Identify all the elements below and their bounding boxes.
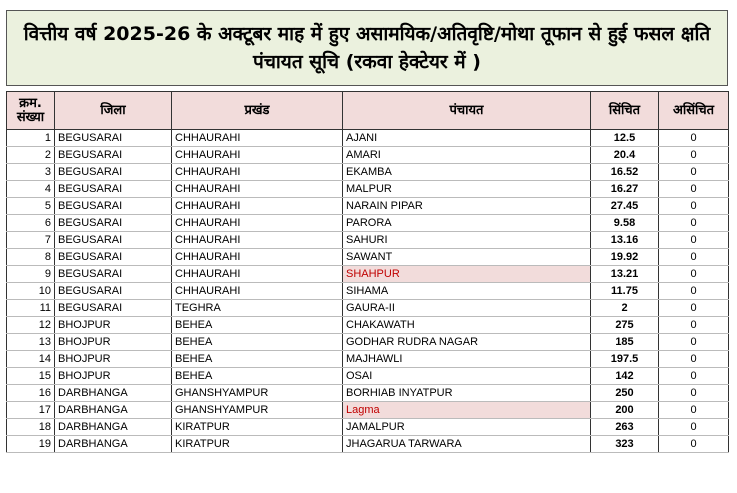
panchayat-cell: GAURA-II (343, 300, 591, 317)
district-cell: BEGUSARAI (55, 232, 172, 249)
irrigated-cell: 16.52 (591, 164, 659, 181)
block-cell: GHANSHYAMPUR (172, 385, 343, 402)
block-cell: CHHAURAHI (172, 283, 343, 300)
district-cell: BEGUSARAI (55, 147, 172, 164)
table-row (7, 232, 729, 249)
block-cell: CHHAURAHI (172, 164, 343, 181)
district-cell: BEGUSARAI (55, 215, 172, 232)
block-cell: CHHAURAHI (172, 232, 343, 249)
table-row (7, 283, 729, 300)
unirrigated-cell: 0 (659, 249, 729, 266)
table-body (7, 130, 729, 453)
table-row (7, 334, 729, 351)
serial-cell: 3 (7, 164, 55, 181)
header-district: जिला (55, 92, 172, 130)
irrigated-cell: 263 (591, 419, 659, 436)
district-cell: DARBHANGA (55, 385, 172, 402)
block-cell: BEHEA (172, 334, 343, 351)
panchayat-cell: SAHURI (343, 232, 591, 249)
serial-cell: 15 (7, 368, 55, 385)
irrigated-cell: 142 (591, 368, 659, 385)
serial-cell: 13 (7, 334, 55, 351)
irrigated-cell: 19.92 (591, 249, 659, 266)
block-cell: BEHEA (172, 317, 343, 334)
serial-cell: 18 (7, 419, 55, 436)
serial-cell: 9 (7, 266, 55, 283)
block-cell: CHHAURAHI (172, 198, 343, 215)
panchayat-cell: AJANI (343, 130, 591, 147)
irrigated-cell: 200 (591, 402, 659, 419)
panchayat-cell: BORHIAB INYATPUR (343, 385, 591, 402)
block-cell: CHHAURAHI (172, 147, 343, 164)
block-cell: GHANSHYAMPUR (172, 402, 343, 419)
irrigated-cell: 20.4 (591, 147, 659, 164)
table-row (7, 402, 729, 419)
district-cell: BHOJPUR (55, 368, 172, 385)
panchayat-cell: PARORA (343, 215, 591, 232)
panchayat-cell: JAMALPUR (343, 419, 591, 436)
irrigated-cell: 13.16 (591, 232, 659, 249)
unirrigated-cell: 0 (659, 419, 729, 436)
unirrigated-cell: 0 (659, 164, 729, 181)
serial-cell: 16 (7, 385, 55, 402)
unirrigated-cell: 0 (659, 266, 729, 283)
panchayat-cell: OSAI (343, 368, 591, 385)
irrigated-cell: 11.75 (591, 283, 659, 300)
document-title: वित्तीय वर्ष 2025-26 के अक्टूबर माह में हुए असामयिक/अतिवृष्टि/मोथा तूफान से हुई फसल क्षति पंचायत सूचि (रकवा हेक्टेयर में ) (6, 10, 728, 86)
serial-cell: 8 (7, 249, 55, 266)
serial-cell: 14 (7, 351, 55, 368)
table-row (7, 198, 729, 215)
district-cell: BEGUSARAI (55, 130, 172, 147)
panchayat-cell: JHAGARUA TARWARA (343, 436, 591, 453)
district-cell: BEGUSARAI (55, 249, 172, 266)
serial-cell: 4 (7, 181, 55, 198)
table-row (7, 181, 729, 198)
unirrigated-cell: 0 (659, 283, 729, 300)
table-row (7, 368, 729, 385)
serial-cell: 19 (7, 436, 55, 453)
unirrigated-cell: 0 (659, 402, 729, 419)
panchayat-cell: NARAIN PIPAR (343, 198, 591, 215)
unirrigated-cell: 0 (659, 215, 729, 232)
serial-cell: 10 (7, 283, 55, 300)
block-cell: KIRATPUR (172, 436, 343, 453)
table-row (7, 351, 729, 368)
panchayat-cell: GODHAR RUDRA NAGAR (343, 334, 591, 351)
table-row (7, 317, 729, 334)
serial-cell: 17 (7, 402, 55, 419)
table-row (7, 436, 729, 453)
unirrigated-cell: 0 (659, 385, 729, 402)
table-row (7, 300, 729, 317)
unirrigated-cell: 0 (659, 436, 729, 453)
block-cell: TEGHRA (172, 300, 343, 317)
district-cell: DARBHANGA (55, 419, 172, 436)
panchayat-cell: EKAMBA (343, 164, 591, 181)
district-cell: BEGUSARAI (55, 283, 172, 300)
panchayat-cell: SHAHPUR (343, 266, 591, 283)
serial-cell: 5 (7, 198, 55, 215)
unirrigated-cell: 0 (659, 198, 729, 215)
panchayat-cell: MAJHAWLI (343, 351, 591, 368)
district-cell: BEGUSARAI (55, 266, 172, 283)
district-cell: BHOJPUR (55, 351, 172, 368)
unirrigated-cell: 0 (659, 334, 729, 351)
block-cell: CHHAURAHI (172, 266, 343, 283)
irrigated-cell: 197.5 (591, 351, 659, 368)
district-cell: BEGUSARAI (55, 164, 172, 181)
district-cell: BEGUSARAI (55, 181, 172, 198)
unirrigated-cell: 0 (659, 130, 729, 147)
irrigated-cell: 12.5 (591, 130, 659, 147)
table-row (7, 147, 729, 164)
block-cell: KIRATPUR (172, 419, 343, 436)
district-cell: BEGUSARAI (55, 300, 172, 317)
table-row (7, 419, 729, 436)
district-cell: BHOJPUR (55, 334, 172, 351)
unirrigated-cell: 0 (659, 147, 729, 164)
unirrigated-cell: 0 (659, 181, 729, 198)
district-cell: DARBHANGA (55, 402, 172, 419)
serial-cell: 2 (7, 147, 55, 164)
unirrigated-cell: 0 (659, 317, 729, 334)
unirrigated-cell: 0 (659, 232, 729, 249)
district-cell: DARBHANGA (55, 436, 172, 453)
panchayat-cell: AMARI (343, 147, 591, 164)
irrigated-cell: 323 (591, 436, 659, 453)
block-cell: CHHAURAHI (172, 130, 343, 147)
header-serial: क्रम. संख्या (7, 92, 55, 130)
serial-cell: 6 (7, 215, 55, 232)
unirrigated-cell: 0 (659, 300, 729, 317)
serial-cell: 11 (7, 300, 55, 317)
irrigated-cell: 13.21 (591, 266, 659, 283)
block-cell: BEHEA (172, 351, 343, 368)
panchayat-cell: SIHAMA (343, 283, 591, 300)
irrigated-cell: 9.58 (591, 215, 659, 232)
serial-cell: 12 (7, 317, 55, 334)
table-row (7, 249, 729, 266)
block-cell: CHHAURAHI (172, 249, 343, 266)
irrigated-cell: 250 (591, 385, 659, 402)
unirrigated-cell: 0 (659, 351, 729, 368)
irrigated-cell: 2 (591, 300, 659, 317)
panchayat-cell: Lagma (343, 402, 591, 419)
panchayat-cell: MALPUR (343, 181, 591, 198)
block-cell: BEHEA (172, 368, 343, 385)
header-irrigated: सिंचित (591, 92, 659, 130)
header-unirrigated: असिंचित (659, 92, 729, 130)
irrigated-cell: 185 (591, 334, 659, 351)
table-row (7, 385, 729, 402)
table-row (7, 215, 729, 232)
panchayat-table (6, 91, 729, 453)
panchayat-cell: SAWANT (343, 249, 591, 266)
table-header-row (7, 92, 729, 130)
block-cell: CHHAURAHI (172, 181, 343, 198)
table-row (7, 130, 729, 147)
panchayat-cell: CHAKAWATH (343, 317, 591, 334)
serial-cell: 7 (7, 232, 55, 249)
serial-cell: 1 (7, 130, 55, 147)
district-cell: BHOJPUR (55, 317, 172, 334)
district-cell: BEGUSARAI (55, 198, 172, 215)
block-cell: CHHAURAHI (172, 215, 343, 232)
irrigated-cell: 16.27 (591, 181, 659, 198)
table-row (7, 164, 729, 181)
header-panchayat: पंचायत (343, 92, 591, 130)
irrigated-cell: 275 (591, 317, 659, 334)
irrigated-cell: 27.45 (591, 198, 659, 215)
table-row (7, 266, 729, 283)
header-block: प्रखंड (172, 92, 343, 130)
unirrigated-cell: 0 (659, 368, 729, 385)
